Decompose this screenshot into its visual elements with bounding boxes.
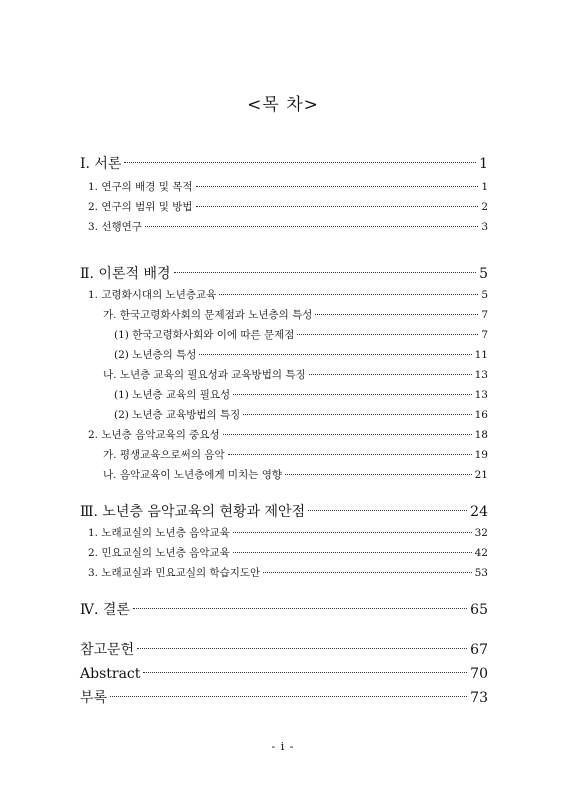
toc-entry bbox=[80, 638, 488, 659]
dot-leader bbox=[219, 283, 478, 295]
toc-entry-page: 5 bbox=[481, 289, 488, 302]
toc-entry-label: 가. 한국고령화사회의 문제점과 노년층의 특성 bbox=[103, 309, 313, 322]
toc-entry-page: 53 bbox=[474, 567, 488, 580]
toc-entry-page: 21 bbox=[474, 469, 488, 482]
toc-entry-page: 13 bbox=[474, 389, 488, 402]
toc-entry-page: 32 bbox=[474, 527, 488, 540]
toc-entry-page: 7 bbox=[481, 329, 488, 342]
dot-leader bbox=[233, 541, 472, 553]
toc-entry-label: 2. 연구의 범위 및 방법 bbox=[88, 201, 193, 214]
toc-entry-label: 2. 노년층 음악교육의 중요성 bbox=[88, 429, 220, 442]
dot-leader bbox=[174, 258, 477, 274]
dot-leader bbox=[137, 634, 467, 650]
toc-entry-label: Ⅰ. 서론 bbox=[80, 155, 122, 172]
dot-leader bbox=[145, 215, 478, 227]
dot-leader bbox=[297, 323, 478, 335]
toc-entry-page: 73 bbox=[470, 689, 488, 706]
toc-entry-page: 1 bbox=[481, 181, 488, 194]
toc-entry-label: 나. 음악교육이 노년층에게 미치는 영향 bbox=[103, 469, 282, 482]
toc-entry bbox=[103, 306, 488, 322]
toc-entry-label: 1. 고령화시대의 노년층교육 bbox=[88, 289, 217, 302]
toc-entry bbox=[80, 152, 488, 173]
toc-entry bbox=[114, 386, 488, 402]
toc-entry-label: Abstract bbox=[80, 665, 141, 682]
dot-leader bbox=[315, 303, 478, 315]
toc-entry bbox=[114, 346, 488, 362]
dot-leader bbox=[263, 561, 471, 573]
page-title: <목 차> bbox=[247, 95, 319, 115]
toc-entry-page: 7 bbox=[481, 309, 488, 322]
toc-entry-label: Ⅲ. 노년층 음악교육의 현황과 제안점 bbox=[80, 503, 306, 520]
dot-leader bbox=[124, 148, 476, 164]
toc-entry-page: 11 bbox=[474, 349, 488, 362]
toc-entry-label: 가. 평생교육으로써의 음악 bbox=[103, 449, 225, 462]
toc-entry-label: (2) 노년층 교육방법의 특징 bbox=[114, 409, 241, 422]
toc-entry bbox=[80, 500, 488, 521]
toc-entry bbox=[88, 524, 488, 540]
toc-entry bbox=[80, 598, 488, 619]
toc-entry bbox=[103, 446, 488, 462]
toc-entry-label: 나. 노년층 교육의 필요성과 교육방법의 특징 bbox=[103, 369, 306, 382]
toc-entry-page: 24 bbox=[470, 503, 488, 520]
dot-leader bbox=[228, 443, 472, 455]
toc-entry-label: Ⅳ. 결론 bbox=[80, 601, 130, 618]
dot-leader bbox=[309, 363, 472, 375]
toc-entry bbox=[88, 564, 488, 580]
dot-leader bbox=[285, 463, 472, 475]
toc-entry-page: 1 bbox=[479, 155, 488, 172]
toc-entry-page: 19 bbox=[474, 449, 488, 462]
toc-entry-page: 2 bbox=[481, 201, 488, 214]
dot-leader bbox=[133, 594, 467, 610]
toc-entry-page: 65 bbox=[470, 601, 488, 618]
toc-entry-label: 2. 민요교실의 노년층 음악교육 bbox=[88, 547, 230, 560]
toc-entry-label: 3. 선행연구 bbox=[88, 221, 142, 234]
toc-entry-page: 18 bbox=[474, 429, 488, 442]
toc-entry bbox=[80, 686, 488, 707]
toc-entry bbox=[88, 544, 488, 560]
toc-entry bbox=[88, 178, 488, 194]
toc-entry-page: 70 bbox=[470, 665, 488, 682]
dot-leader bbox=[143, 658, 467, 674]
toc-entry bbox=[88, 218, 488, 234]
toc-entry-page: 42 bbox=[474, 547, 488, 560]
toc-entry-label: (1) 한국고령화사회와 이에 따른 문제점 bbox=[114, 329, 295, 342]
toc-entry-label: (2) 노년층의 특성 bbox=[114, 349, 197, 362]
toc-entry bbox=[103, 466, 488, 482]
toc-entry-page: 13 bbox=[474, 369, 488, 382]
dot-leader bbox=[199, 343, 471, 355]
toc-entry-label: Ⅱ. 이론적 배경 bbox=[80, 265, 171, 282]
toc-entry bbox=[88, 198, 488, 214]
dot-leader bbox=[196, 195, 479, 207]
dot-leader bbox=[223, 423, 472, 435]
toc-entry bbox=[88, 426, 488, 442]
toc-entry-label: (1) 노년층 교육의 필요성 bbox=[114, 389, 231, 402]
dot-leader bbox=[243, 403, 471, 415]
toc-entry-page: 67 bbox=[470, 641, 488, 658]
toc-entry bbox=[88, 286, 488, 302]
toc-entry bbox=[103, 366, 488, 382]
toc-entry bbox=[80, 662, 488, 682]
toc-entry bbox=[114, 326, 488, 342]
toc-entry-label: 1. 노래교실의 노년층 음악교육 bbox=[88, 527, 230, 540]
toc-entry-page: 16 bbox=[474, 409, 488, 422]
dot-leader bbox=[308, 496, 467, 512]
toc-entry-label: 3. 노래교실과 민요교실의 학습지도안 bbox=[88, 567, 261, 580]
dot-leader bbox=[110, 682, 467, 698]
toc-entry-page: 5 bbox=[479, 265, 488, 282]
page-number: - i - bbox=[271, 740, 295, 753]
toc-entry-page: 3 bbox=[481, 221, 488, 234]
dot-leader bbox=[233, 521, 472, 533]
toc-entry-label: 참고문헌 bbox=[80, 641, 135, 658]
toc-entry bbox=[80, 262, 488, 283]
toc-entry bbox=[114, 406, 488, 422]
dot-leader bbox=[233, 383, 471, 395]
toc-entry-label: 부록 bbox=[80, 689, 108, 706]
toc-entry-label: 1. 연구의 배경 및 목적 bbox=[88, 181, 193, 194]
dot-leader bbox=[196, 175, 479, 187]
